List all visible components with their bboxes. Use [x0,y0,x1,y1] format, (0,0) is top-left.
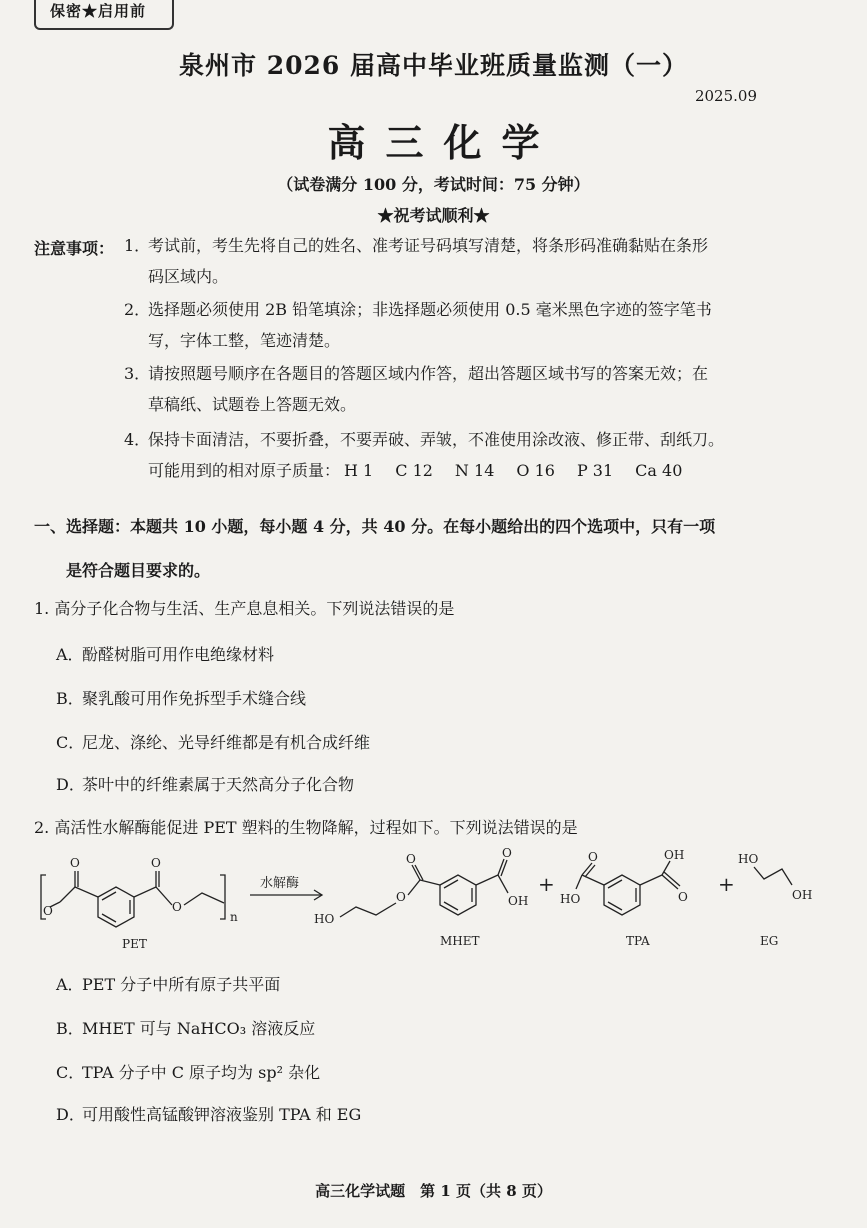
note-text: 请按照题号顺序在各题目的答题区域内作答，超出答题区域书写的答案无效；在 [148,364,709,383]
atom-ho: HO [560,892,581,906]
eg-chain [754,867,792,885]
subscript-n: n [230,910,238,924]
atom-oh: OH [792,888,813,902]
label-pet: PET [122,937,147,951]
pet-bond [60,887,75,902]
question-2-option-c [56,1060,320,1083]
section-heading-line1: 一、选择题：本题共 10 小题，每小题 4 分，共 40 分。在每小题给出的四个选项中，只有一项 [34,517,716,536]
option-text: 尼龙、涤纶、光导纤维都是有机合成纤维 [82,733,371,752]
option-text: 可用酸性高锰酸钾溶液鉴别 TPA 和 EG [82,1105,362,1124]
option-letter: B． [56,689,84,708]
note-number: 4． [124,430,151,449]
atom-ho: HO [314,912,335,926]
atom-oh: OH [508,894,529,908]
section-heading-line2: 是符合题目要求的。 [66,561,211,580]
atomic-masses [148,458,704,481]
question-1-option-d [56,772,354,795]
plus-sign: + [538,872,555,896]
question-1-option-c [56,730,370,753]
page-footer: 高三化学试题 第 1 页（共 8 页） [315,1182,552,1200]
mhet-bond [408,880,420,895]
atom-o: O [43,904,53,918]
good-luck-banner: ★祝考试顺利★ [377,206,490,225]
exam-title: 泉州市 2026 届高中毕业班质量监测（一） [179,51,688,80]
pet-carbonyl-bond [75,871,78,887]
pet-benzene-ring [98,887,134,927]
option-text: PET 分子中所有原子共平面 [82,975,281,994]
question-1-option-a [56,642,274,665]
atom-o: O [502,846,512,860]
label-eg: EG [760,934,779,948]
question-2-option-b [56,1016,315,1039]
label-mhet: MHET [440,934,480,948]
pet-bond [75,887,98,897]
option-letter: C． [56,733,85,752]
option-text: 茶叶中的纤维素属于天然高分子化合物 [82,775,355,794]
option-text: MHET 可与 NaHCO₃ 溶液反应 [82,1019,316,1038]
pet-ring-double [102,892,130,922]
atom-o: O [70,856,80,870]
mhet-bond [420,880,440,885]
mhet-ring-double [444,880,472,910]
reaction-scheme [30,845,830,955]
mhet-acid-carbonyl [498,859,507,876]
tpa-bond [582,875,604,885]
mass-o: O 16 [516,461,555,480]
atom-o: O [396,890,406,904]
tpa-bond [576,875,582,889]
option-letter: A． [56,975,84,994]
tpa-carbonyl [582,863,595,877]
plus-sign: + [718,872,735,896]
mhet-carbonyl [412,865,423,880]
label-tpa: TPA [626,934,650,948]
option-letter: D． [56,775,85,794]
note-text: 考试前，考生先将自己的姓名、准考证号码填写清楚，将条形码准确黏贴在条形 [148,236,709,255]
mass-h: H 1 [344,461,374,480]
pet-carbonyl-bond [156,871,159,887]
tpa-ring-double [608,880,636,910]
option-text: 酚醛树脂可用作电绝缘材料 [82,645,275,664]
atom-o: O [172,900,182,914]
question-1-stem: 1. 高分子化合物与生活、生产息息相关。下列说法错误的是 [34,599,455,618]
question-2-stem: 2. 高活性水解酶能促进 PET 塑料的生物降解，过程如下。下列说法错误的是 [34,818,578,837]
question-1-option-b [56,686,306,709]
mhet-bond [476,875,498,885]
pet-bond [156,887,172,905]
atom-o: O [406,852,416,866]
note-item [124,424,824,455]
atom-oh: OH [664,848,685,862]
section-heading [34,505,824,593]
tpa-benzene-ring [604,875,640,915]
note-number: 3． [124,364,151,383]
subject-title: 高三化学 [327,120,560,165]
note-text-cont: 码区域内。 [148,267,229,286]
note-text-cont: 草稿纸、试题卷上答题无效。 [148,395,357,414]
mhet-bond [498,875,508,893]
atom-o: O [588,850,598,864]
note-number: 1． [124,236,151,255]
atom-o: O [151,856,161,870]
mass-p: P 31 [576,461,614,480]
right-bracket [220,875,225,919]
pet-bond [134,887,156,897]
mhet-benzene-ring [440,875,476,915]
note-text: 保持卡面清洁，不要折叠，不要弄破、弄皱，不准使用涂改液、修正带、刮纸刀。 [148,430,725,449]
arrow-label: 水解酶 [260,876,300,891]
mass-c: C 12 [395,461,433,480]
option-letter: C． [56,1063,85,1082]
note-item [124,294,824,356]
exam-date: 2025.09 [694,87,757,105]
mhet-chain [340,903,396,917]
note-item [124,358,824,420]
option-letter: D． [56,1105,85,1124]
note-text-cont: 写，字体工整，笔迹清楚。 [148,331,341,350]
atom-o: O [678,890,688,904]
tpa-bond [640,875,662,885]
exam-info: （试卷满分 100 分，考试时间：75 分钟） [277,175,590,194]
tpa-carbonyl [662,872,680,889]
question-2-option-d [56,1102,361,1125]
note-number: 2． [124,300,151,319]
confidential-stamp: 保密★启用前 [34,0,174,30]
option-letter: A． [56,645,84,664]
note-text: 选择题必须使用 2B 铅笔填涂；非选择题必须使用 0.5 毫米黑色字迹的签字笔书 [148,300,712,319]
reaction-scheme-svg [30,845,830,955]
option-letter: B． [56,1019,84,1038]
pet-ethylene [184,893,224,905]
notes-label: 注意事项： [34,239,115,258]
note-item [124,230,824,292]
question-2-option-a [56,972,280,995]
mass-n: N 14 [454,461,495,480]
mass-ca: Ca 40 [635,461,683,480]
atom-ho: HO [738,852,759,866]
option-text: 聚乳酸可用作免拆型手术缝合线 [82,689,307,708]
masses-label: 可能用到的相对原子质量： [148,461,341,480]
option-text: TPA 分子中 C 原子均为 sp² 杂化 [82,1063,321,1082]
